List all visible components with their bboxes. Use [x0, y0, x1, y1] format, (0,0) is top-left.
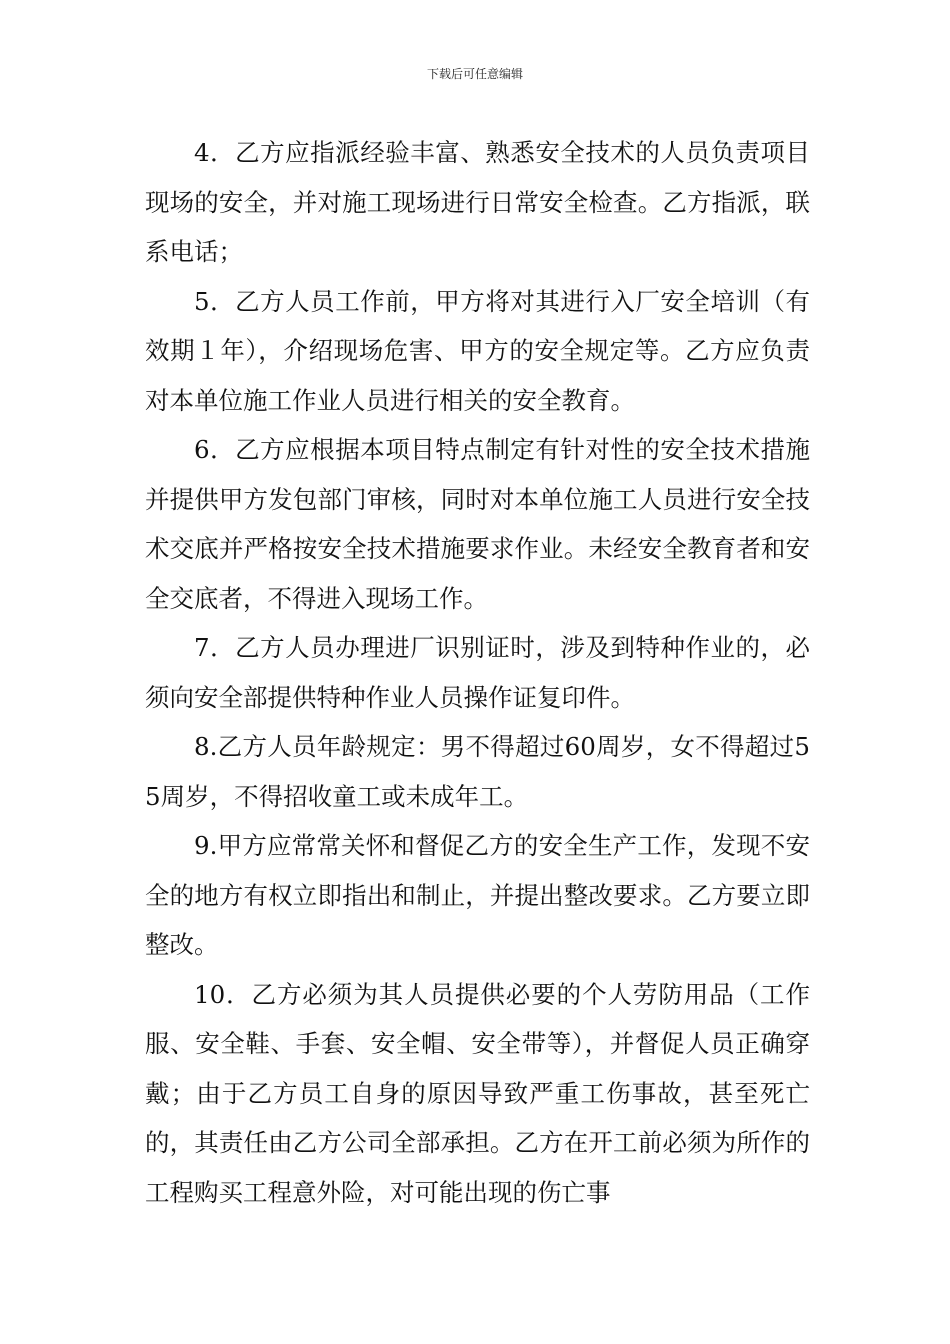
- clause-7: 7．乙方人员办理进厂识别证时，涉及到特种作业的，必须向安全部提供特种作业人员操作证复印件。: [145, 633, 810, 712]
- page-header-note: 下载后可任意编辑: [426, 67, 523, 81]
- clause-4: 4．乙方应指派经验丰富、熟悉安全技术的人员负责项目现场的安全，并对施工现场进行日常安全检查。乙方指派，联系电话；: [145, 138, 810, 266]
- clause-9: 9.甲方应常常关怀和督促乙方的安全生产工作，发现不安全的地方有权立即指出和制止，并提出整改要求。乙方要立即整改。: [145, 831, 810, 959]
- clause-6: 6．乙方应根据本项目特点制定有针对性的安全技术措施并提供甲方发包部门审核，同时对本单位施工人员进行安全技术交底并严格按安全技术措施要求作业。未经安全教育者和安全交底者，不得进入现场工作。: [145, 435, 810, 613]
- document-body: [145, 128, 810, 1217]
- clause-8: 8.乙方人员年龄规定：男不得超过60周岁，女不得超过55周岁，不得招收童工或未成年工。: [145, 732, 810, 811]
- clause-5: 5．乙方人员工作前，甲方将对其进行入厂安全培训（有效期１年），介绍现场危害、甲方的安全规定等。乙方应负责对本单位施工作业人员进行相关的安全教育。: [145, 286, 810, 415]
- clause-10: 10．乙方必须为其人员提供必要的个人劳防用品（工作服、安全鞋、手套、安全帽、安全带等），并督促人员正确穿戴；由于乙方员工自身的原因导致严重工伤事故，甚至死亡的，其责任由乙方公司全部承担。乙方在开工前必须为所作的工程购买工程意外险，对可能出现的伤亡事: [145, 979, 810, 1207]
